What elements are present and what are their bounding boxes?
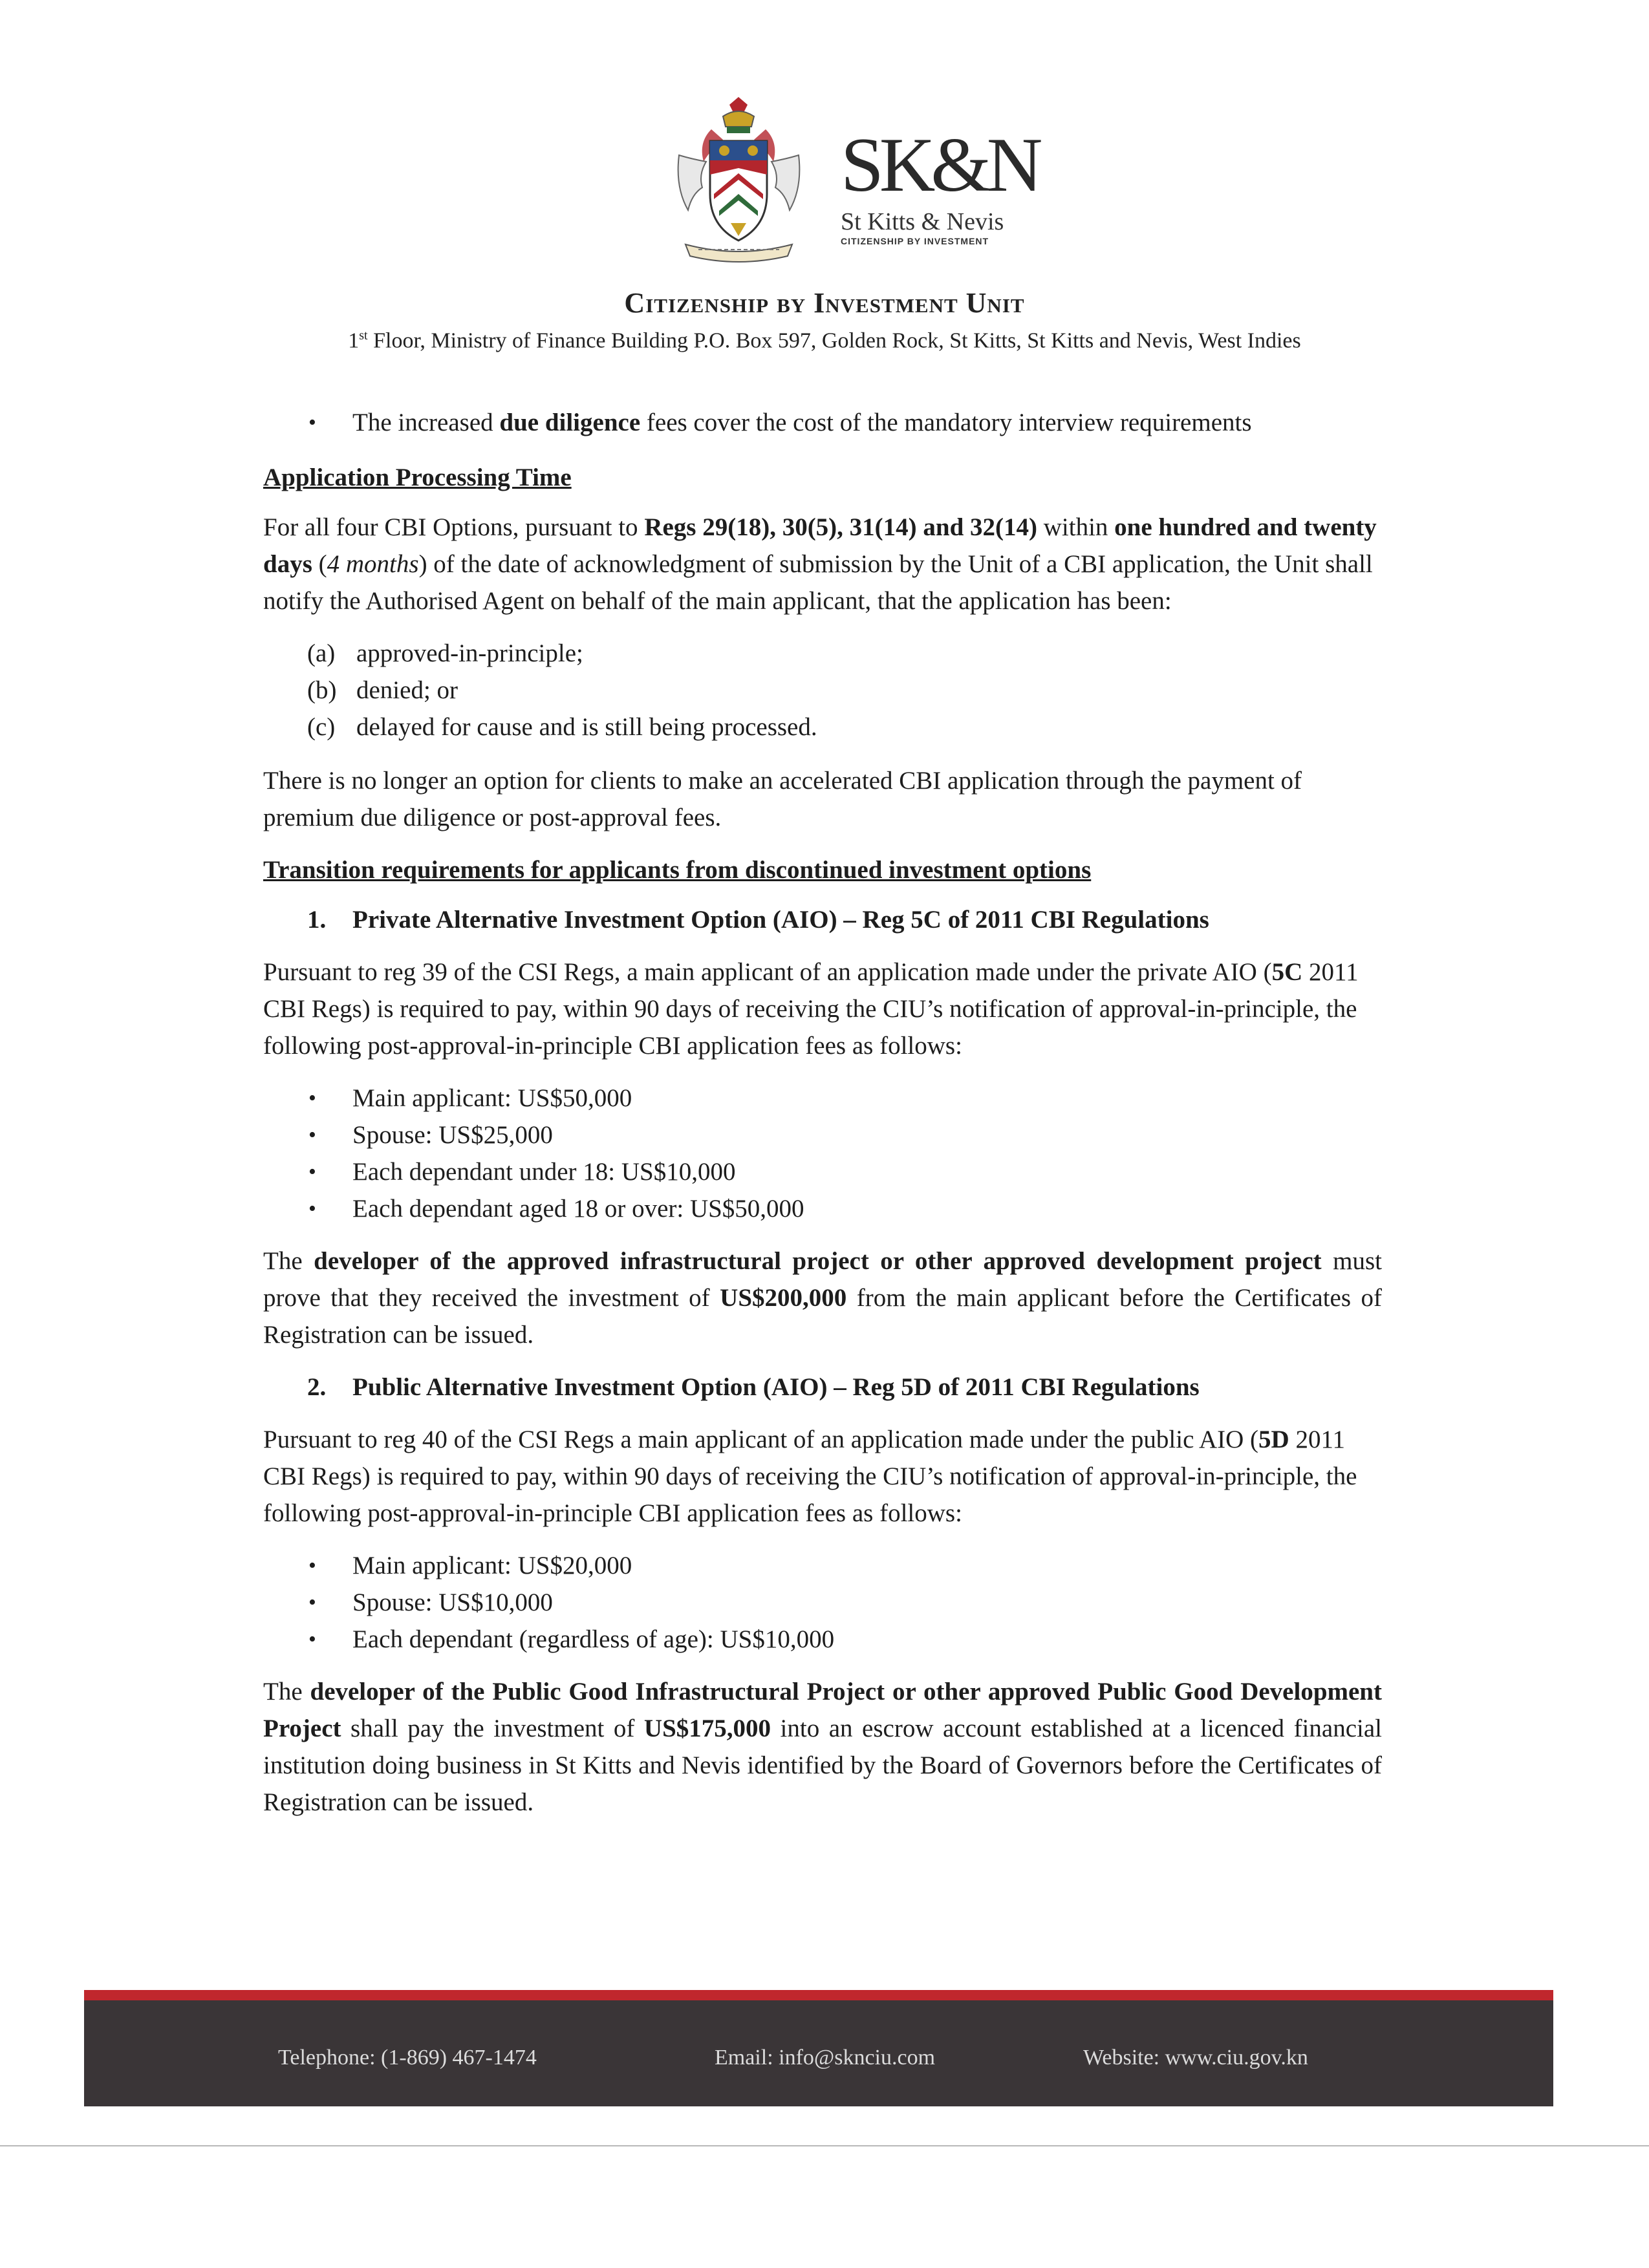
footer-accent-stripe bbox=[84, 1990, 1553, 2000]
list-item bbox=[263, 709, 1382, 745]
text-run: within bbox=[1037, 513, 1115, 541]
page-bottom-rule bbox=[0, 2145, 1649, 2146]
section-heading-transition: Transition requirements for applicants from discontinued investment options bbox=[263, 856, 1092, 884]
private-aio-fee-list bbox=[263, 1080, 1382, 1227]
list-item: • Main applicant: US$50,000 bbox=[263, 1080, 1382, 1117]
text-run-bold: one hundred and twenty days bbox=[263, 513, 1377, 578]
list-item: • Main applicant: US$20,000 bbox=[263, 1547, 1382, 1584]
footer-website[interactable]: Website: www.ciu.gov.kn bbox=[1083, 2046, 1308, 2070]
document-body bbox=[263, 404, 1382, 1836]
private-aio-developer-paragraph bbox=[263, 1243, 1382, 1353]
list-item bbox=[263, 635, 1382, 672]
contact-footer bbox=[84, 1990, 1553, 2106]
text-run: 2011 CBI Regs) is required to pay, within 90 days of receiving the CIU’s notification of approval-in-principle, the following post-approval-in-principle CBI application fees as follows: bbox=[263, 1426, 1357, 1527]
letterhead bbox=[0, 0, 1649, 362]
text-run: The bbox=[263, 1247, 314, 1275]
list-text: delayed for cause and is still being processed. bbox=[356, 713, 817, 741]
processing-paragraph bbox=[263, 509, 1382, 619]
section-heading-processing: Application Processing Time bbox=[263, 464, 572, 491]
text-run: Pursuant to reg 40 of the CSI Regs a main applicant of an application made under the public AIO ( bbox=[263, 1426, 1259, 1453]
list-text: approved-in-principle; bbox=[356, 639, 583, 667]
text-run-bold: due diligence bbox=[499, 409, 641, 436]
text-run: from the main applicant before the Certificates of Registration can be issued. bbox=[263, 1284, 1382, 1349]
text-run-bold: developer of the Public Good Infrastructural Project or other approved Public Good Development Project bbox=[263, 1678, 1382, 1742]
text-run: 2011 CBI Regs) is required to pay, within 90 days of receiving the CIU’s notification of approval-in-principle, the following post-approval-in-principle CBI application fees as follows: bbox=[263, 958, 1359, 1060]
public-aio-developer-paragraph bbox=[263, 1673, 1382, 1821]
list-marker: (a) bbox=[307, 639, 336, 667]
text-run: into an escrow account established at a licenced financial institution doing business in St Kitts and Nevis identified by the Board of Governors before the Certificates of Registration can be issued. bbox=[263, 1715, 1382, 1816]
text-run: ) of the date of acknowledgment of submission by the Unit of a CBI application, the Unit shall notify the Authorised Agent on behalf of the main applicant, that the application has been: bbox=[263, 550, 1373, 615]
address-floor-suffix: st bbox=[359, 328, 368, 343]
unit-address bbox=[0, 328, 1649, 353]
text-run-bold: Regs 29(18), 30(5), 31(14) and 32(14) bbox=[644, 513, 1037, 541]
text-run-bold: US$175,000 bbox=[643, 1715, 771, 1742]
text-run-bold: 5D bbox=[1258, 1426, 1289, 1453]
coat-of-arms-icon bbox=[673, 97, 805, 272]
address-floor-number: 1 bbox=[348, 328, 360, 353]
no-accelerated-option-paragraph: There is no longer an option for clients to make an accelerated CBI application through the payment of premium due diligence or post-approval fees. bbox=[263, 767, 1302, 831]
intro-bullet-list bbox=[263, 404, 1382, 441]
footer-email[interactable]: Email: info@sknciu.com bbox=[715, 2046, 936, 2070]
text-run-bold: developer of the approved infrastructural project or other approved development project bbox=[314, 1247, 1322, 1275]
heading-text: Public Alternative Investment Option (AIO) – Reg 5D of 2011 CBI Regulations bbox=[352, 1373, 1200, 1401]
address-text: Floor, Ministry of Finance Building P.O. Box 597, Golden Rock, St Kitts, St Kitts and Nevis, West Indies bbox=[367, 328, 1301, 353]
text-run: fees cover the cost of the mandatory interview requirements bbox=[640, 409, 1252, 436]
text-run-bold: US$200,000 bbox=[720, 1284, 847, 1312]
public-aio-paragraph bbox=[263, 1421, 1382, 1532]
heading-number: 1. bbox=[307, 906, 327, 934]
public-aio-fee-list bbox=[263, 1547, 1382, 1658]
text-run: The increased bbox=[352, 409, 500, 436]
heading-number: 2. bbox=[307, 1373, 327, 1401]
list-item bbox=[263, 404, 1382, 441]
list-item: • Each dependant (regardless of age): US$10,000 bbox=[263, 1621, 1382, 1658]
list-marker: (c) bbox=[307, 713, 336, 741]
text-run: shall pay the investment of bbox=[341, 1715, 644, 1742]
list-marker: (b) bbox=[307, 676, 337, 704]
footer-bar bbox=[84, 2000, 1553, 2106]
unit-title: Citizenship by Investment Unit bbox=[624, 287, 1025, 319]
text-run: The bbox=[263, 1678, 310, 1706]
brand-tagline: CITIZENSHIP BY INVESTMENT bbox=[841, 236, 989, 246]
private-aio-paragraph bbox=[263, 954, 1382, 1064]
list-item: • Each dependant under 18: US$10,000 bbox=[263, 1153, 1382, 1190]
text-run-italic: 4 months bbox=[327, 550, 419, 578]
brand-block bbox=[841, 122, 1039, 246]
text-run-bold: 5C bbox=[1271, 958, 1303, 986]
text-run: ( bbox=[312, 550, 327, 578]
text-run: must prove that they received the investment of bbox=[263, 1247, 1382, 1312]
list-item: • Each dependant aged 18 or over: US$50,000 bbox=[263, 1190, 1382, 1227]
text-run: Pursuant to reg 39 of the CSI Regs, a main applicant of an application made under the private AIO ( bbox=[263, 958, 1272, 986]
text-run: For all four CBI Options, pursuant to bbox=[263, 513, 645, 541]
country-name: St Kitts & Nevis bbox=[841, 208, 1004, 235]
list-item: • Spouse: US$25,000 bbox=[263, 1117, 1382, 1153]
private-aio-heading bbox=[263, 901, 1382, 938]
outcome-list bbox=[263, 635, 1382, 745]
brand-logo-text: SK&N bbox=[841, 122, 1039, 208]
list-item: • Spouse: US$10,000 bbox=[263, 1584, 1382, 1621]
list-item bbox=[263, 672, 1382, 709]
list-text: denied; or bbox=[356, 676, 458, 704]
footer-telephone: Telephone: (1-869) 467-1474 bbox=[278, 2046, 537, 2070]
public-aio-heading bbox=[263, 1369, 1382, 1406]
heading-text: Private Alternative Investment Option (AIO) – Reg 5C of 2011 CBI Regulations bbox=[352, 906, 1209, 934]
